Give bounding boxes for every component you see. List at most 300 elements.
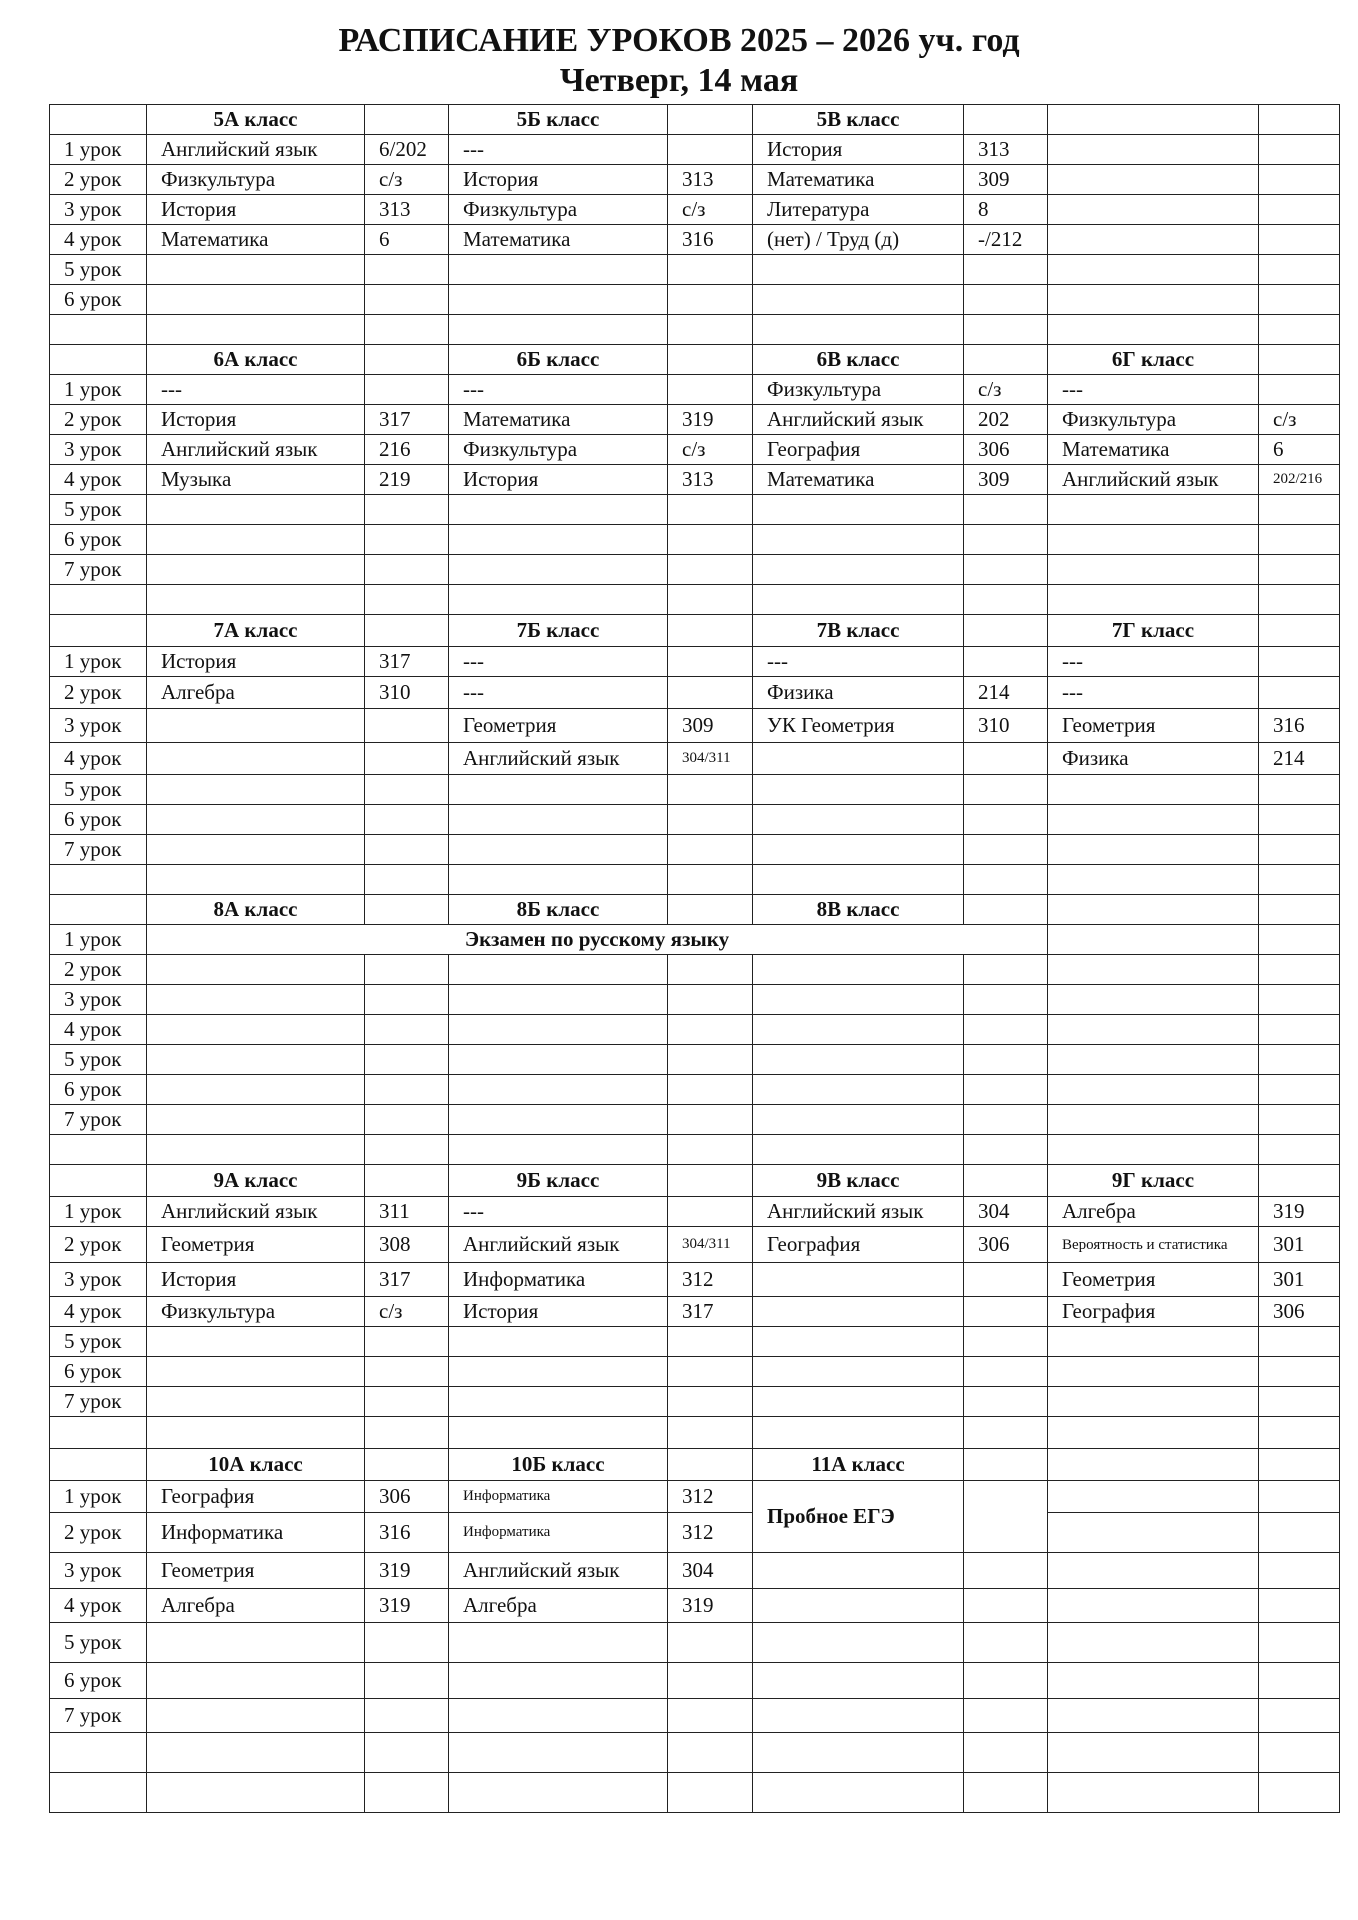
subject-cell: Английский язык: [449, 743, 668, 775]
subject-cell: [1048, 955, 1259, 985]
lesson-number: 2 урок: [50, 677, 147, 709]
room-cell: [964, 743, 1048, 775]
subject-cell: [753, 1589, 964, 1623]
room-cell: 310: [365, 677, 449, 709]
empty-cell: [1048, 1417, 1259, 1449]
room-cell: 312: [668, 1263, 753, 1297]
lesson-row: [50, 1045, 1340, 1075]
empty-cell: [964, 1773, 1048, 1813]
room-cell: [1259, 1699, 1340, 1733]
page-title: РАСПИСАНИЕ УРОКОВ 2025 – 2026 уч. год: [338, 22, 1020, 59]
spacer-row: [50, 315, 1340, 345]
room-cell: [365, 1105, 449, 1135]
room-cell: [1259, 195, 1340, 225]
room-cell: [365, 1663, 449, 1699]
empty-cell: [668, 1773, 753, 1813]
subject-cell: [753, 285, 964, 315]
room-cell: с/з: [365, 165, 449, 195]
room-cell: [668, 985, 753, 1015]
spacer-row: [50, 1773, 1340, 1813]
class-name: 11А класс: [753, 1449, 964, 1481]
subject-cell: ---: [449, 647, 668, 677]
subject-cell: [1048, 805, 1259, 835]
room-cell: [668, 647, 753, 677]
subject-cell: [147, 955, 365, 985]
page-subtitle: Четверг, 14 мая: [559, 62, 799, 99]
room-cell: [1259, 1513, 1340, 1553]
room-cell: [964, 1075, 1048, 1105]
header-room-cell: [365, 345, 449, 375]
lesson-row: [50, 435, 1340, 465]
room-cell: [1259, 495, 1340, 525]
class-name: 7Г класс: [1048, 615, 1259, 647]
room-cell: -/212: [964, 225, 1048, 255]
room-cell: [964, 1623, 1048, 1663]
room-cell: [668, 1387, 753, 1417]
lesson-number: 5 урок: [50, 1623, 147, 1663]
empty-cell: [1048, 1773, 1259, 1813]
room-cell: [365, 835, 449, 865]
room-cell: 214: [1259, 743, 1340, 775]
room-cell: 317: [668, 1297, 753, 1327]
subject-cell: Алгебра: [147, 1589, 365, 1623]
room-cell: 319: [668, 405, 753, 435]
empty-cell: [753, 1733, 964, 1773]
subject-cell: История: [753, 135, 964, 165]
header-empty-cell: [50, 105, 147, 135]
room-cell: [1259, 955, 1340, 985]
empty-cell: [365, 1773, 449, 1813]
subject-cell: Математика: [753, 465, 964, 495]
room-cell: [964, 1387, 1048, 1417]
empty-cell: [668, 865, 753, 895]
subject-cell: Математика: [147, 225, 365, 255]
subject-cell: Английский язык: [449, 1553, 668, 1589]
room-cell: с/з: [365, 1297, 449, 1327]
class-name: 6Г класс: [1048, 345, 1259, 375]
room-cell: 214: [964, 677, 1048, 709]
room-cell: 317: [365, 647, 449, 677]
room-cell: [1259, 135, 1340, 165]
room-cell: [964, 1553, 1048, 1589]
subject-cell: Информатика: [449, 1513, 668, 1553]
room-cell: 312: [668, 1481, 753, 1513]
class-name: 7В класс: [753, 615, 964, 647]
subject-cell: История: [449, 1297, 668, 1327]
room-cell: с/з: [668, 195, 753, 225]
subject-cell: Геометрия: [449, 709, 668, 743]
header-empty-cell: [50, 345, 147, 375]
room-cell: [1259, 677, 1340, 709]
lesson-row: [50, 1015, 1340, 1045]
room-cell: 311: [365, 1197, 449, 1227]
room-cell: [668, 1357, 753, 1387]
lesson-row: [50, 1553, 1340, 1589]
class-header-row: [50, 1449, 1340, 1481]
empty-cell: [147, 1135, 365, 1165]
empty-cell: [964, 1135, 1048, 1165]
lesson-number: 3 урок: [50, 1553, 147, 1589]
class-header-row: [50, 345, 1340, 375]
subject-cell: [1048, 1357, 1259, 1387]
subject-cell: География: [1048, 1297, 1259, 1327]
subject-cell: [147, 525, 365, 555]
subject-cell: [147, 495, 365, 525]
room-cell: [1259, 925, 1340, 955]
subject-cell: История: [449, 165, 668, 195]
empty-cell: [964, 1733, 1048, 1773]
room-cell: [365, 1387, 449, 1417]
subject-cell: Физкультура: [449, 435, 668, 465]
empty-cell: [1048, 585, 1259, 615]
subject-cell: Физкультура: [753, 375, 964, 405]
room-cell: [1259, 835, 1340, 865]
lesson-number: 3 урок: [50, 985, 147, 1015]
subject-cell: [1048, 985, 1259, 1015]
subject-cell: Английский язык: [147, 1197, 365, 1227]
header-room-cell: [365, 1165, 449, 1197]
room-cell: [365, 525, 449, 555]
subject-cell: [753, 1699, 964, 1733]
lesson-number: 1 урок: [50, 925, 147, 955]
class-name: 6Б класс: [449, 345, 668, 375]
subject-cell: География: [147, 1481, 365, 1513]
subject-cell: [1048, 1045, 1259, 1075]
empty-cell: [1259, 1135, 1340, 1165]
subject-cell: [1048, 1105, 1259, 1135]
lesson-number: 1 урок: [50, 135, 147, 165]
room-cell: [668, 1663, 753, 1699]
room-cell: [365, 255, 449, 285]
class-name: [1048, 895, 1259, 925]
room-cell: [668, 555, 753, 585]
room-cell: 306: [1259, 1297, 1340, 1327]
lesson-number: 4 урок: [50, 743, 147, 775]
lesson-number: 7 урок: [50, 1699, 147, 1733]
room-cell: [365, 555, 449, 585]
subject-cell: ---: [1048, 647, 1259, 677]
room-cell: [365, 375, 449, 405]
subject-cell: [449, 555, 668, 585]
room-cell: 304/311: [668, 1227, 753, 1263]
empty-cell: [668, 1135, 753, 1165]
room-cell: 317: [365, 405, 449, 435]
room-cell: [365, 985, 449, 1015]
subject-cell: Английский язык: [753, 405, 964, 435]
lesson-number: 3 урок: [50, 709, 147, 743]
room-cell: 202: [964, 405, 1048, 435]
subject-cell: Вероятность и статистика: [1048, 1227, 1259, 1263]
subject-cell: [147, 285, 365, 315]
subject-cell: [1048, 225, 1259, 255]
lesson-row: [50, 165, 1340, 195]
room-cell: 313: [964, 135, 1048, 165]
lesson-row: [50, 1513, 1340, 1553]
subject-cell: [147, 1327, 365, 1357]
lesson-row: [50, 1227, 1340, 1263]
header-room-cell: [1259, 895, 1340, 925]
room-cell: [668, 835, 753, 865]
subject-cell: [1048, 835, 1259, 865]
subject-cell: [753, 1045, 964, 1075]
lesson-row: [50, 647, 1340, 677]
room-cell: 306: [964, 435, 1048, 465]
lesson-row: [50, 195, 1340, 225]
lesson-row: [50, 555, 1340, 585]
lesson-row: [50, 1263, 1340, 1297]
subject-cell: [147, 1105, 365, 1135]
subject-cell: История: [449, 465, 668, 495]
room-cell: 317: [365, 1263, 449, 1297]
schedule-table: [49, 104, 1340, 1813]
room-cell: [1259, 775, 1340, 805]
subject-cell: Английский язык: [753, 1197, 964, 1227]
lesson-row: [50, 1589, 1340, 1623]
subject-cell: [1048, 495, 1259, 525]
subject-cell: [147, 775, 365, 805]
lesson-number: 5 урок: [50, 775, 147, 805]
room-cell: 316: [668, 225, 753, 255]
subject-cell: ---: [1048, 375, 1259, 405]
subject-cell: [753, 955, 964, 985]
room-cell: [1259, 1481, 1340, 1513]
subject-cell: [753, 743, 964, 775]
room-cell: [365, 1623, 449, 1663]
subject-cell: [753, 775, 964, 805]
spacer-row: [50, 585, 1340, 615]
empty-cell: [1048, 1135, 1259, 1165]
lesson-number: 6 урок: [50, 285, 147, 315]
room-cell: [1259, 1075, 1340, 1105]
subject-cell: [449, 285, 668, 315]
subject-cell: Английский язык: [449, 1227, 668, 1263]
subject-cell: Алгебра: [1048, 1197, 1259, 1227]
lesson-number: 6 урок: [50, 525, 147, 555]
room-cell: [964, 1015, 1048, 1045]
empty-cell: [449, 865, 668, 895]
room-cell: 313: [668, 165, 753, 195]
class-header-row: [50, 105, 1340, 135]
empty-cell: [147, 1733, 365, 1773]
room-cell: [1259, 525, 1340, 555]
empty-cell: [753, 585, 964, 615]
class-name: 9В класс: [753, 1165, 964, 1197]
header-room-cell: [365, 1449, 449, 1481]
subject-cell: [1048, 1623, 1259, 1663]
empty-cell: [365, 1135, 449, 1165]
subject-cell: Алгебра: [147, 677, 365, 709]
room-cell: [668, 1045, 753, 1075]
empty-cell: [753, 865, 964, 895]
room-cell: 6/202: [365, 135, 449, 165]
room-cell: [1259, 1357, 1340, 1387]
lesson-number: 3 урок: [50, 1263, 147, 1297]
subject-cell: География: [753, 435, 964, 465]
subject-cell: Физкультура: [147, 165, 365, 195]
empty-cell: [365, 1733, 449, 1773]
subject-cell: [449, 805, 668, 835]
lesson-number: 7 урок: [50, 1105, 147, 1135]
room-cell: [964, 1481, 1048, 1553]
lesson-number: 2 урок: [50, 165, 147, 195]
room-cell: [1259, 1623, 1340, 1663]
lesson-number: 2 урок: [50, 405, 147, 435]
lesson-row: [50, 985, 1340, 1015]
room-cell: [964, 1357, 1048, 1387]
room-cell: 319: [1259, 1197, 1340, 1227]
spacer-row: [50, 1135, 1340, 1165]
lesson-row: [50, 495, 1340, 525]
lesson-row: [50, 1663, 1340, 1699]
empty-cell: [449, 315, 668, 345]
room-cell: [964, 1105, 1048, 1135]
room-cell: [1259, 225, 1340, 255]
subject-cell: Алгебра: [449, 1589, 668, 1623]
lesson-row: [50, 1699, 1340, 1733]
empty-cell: [668, 585, 753, 615]
room-cell: [964, 805, 1048, 835]
lesson-row: [50, 255, 1340, 285]
room-cell: 319: [365, 1589, 449, 1623]
header-empty-cell: [50, 615, 147, 647]
subject-cell: [753, 1327, 964, 1357]
subject-cell: [753, 255, 964, 285]
subject-cell: [147, 743, 365, 775]
room-cell: [365, 1357, 449, 1387]
room-cell: [668, 525, 753, 555]
lesson-row: [50, 1297, 1340, 1327]
room-cell: с/з: [964, 375, 1048, 405]
subject-cell: [753, 1075, 964, 1105]
room-cell: [1259, 647, 1340, 677]
room-cell: [964, 255, 1048, 285]
lesson-row: [50, 285, 1340, 315]
subject-cell: [753, 805, 964, 835]
empty-cell: [1048, 865, 1259, 895]
subject-cell: История: [147, 405, 365, 435]
room-cell: 6: [1259, 435, 1340, 465]
lesson-number: 3 урок: [50, 195, 147, 225]
room-cell: [1259, 285, 1340, 315]
class-name: 10А класс: [147, 1449, 365, 1481]
subject-cell: [1048, 195, 1259, 225]
empty-cell: [1259, 1773, 1340, 1813]
empty-cell: [1048, 315, 1259, 345]
subject-cell: [1048, 1699, 1259, 1733]
header-room-cell: [1259, 1449, 1340, 1481]
room-cell: [365, 1075, 449, 1105]
header-room-cell: [668, 615, 753, 647]
spacer-row: [50, 1417, 1340, 1449]
room-cell: [365, 285, 449, 315]
room-cell: [964, 1327, 1048, 1357]
room-cell: [964, 647, 1048, 677]
subject-cell: [753, 1387, 964, 1417]
subject-cell: ---: [449, 375, 668, 405]
subject-cell: [1048, 1663, 1259, 1699]
subject-cell: [147, 1045, 365, 1075]
subject-cell: [753, 1297, 964, 1327]
subject-cell: [449, 255, 668, 285]
subject-cell: Физкультура: [449, 195, 668, 225]
subject-cell: Математика: [753, 165, 964, 195]
room-cell: 301: [1259, 1263, 1340, 1297]
subject-cell: [753, 495, 964, 525]
lesson-number: 1 урок: [50, 647, 147, 677]
room-cell: [964, 495, 1048, 525]
lesson-row: [50, 1075, 1340, 1105]
room-cell: с/з: [1259, 405, 1340, 435]
empty-cell: [964, 865, 1048, 895]
empty-cell: [147, 1417, 365, 1449]
lesson-row: [50, 835, 1340, 865]
class-name: 8Б класс: [449, 895, 668, 925]
empty-cell: [147, 315, 365, 345]
class-name: 7А класс: [147, 615, 365, 647]
room-cell: [1259, 165, 1340, 195]
subject-cell: Информатика: [147, 1513, 365, 1553]
empty-cell: [365, 865, 449, 895]
room-cell: 301: [1259, 1227, 1340, 1263]
subject-cell: Математика: [1048, 435, 1259, 465]
room-cell: 306: [964, 1227, 1048, 1263]
subject-cell: Математика: [449, 225, 668, 255]
header-empty-cell: [50, 1449, 147, 1481]
subject-cell: [449, 1105, 668, 1135]
subject-cell: Геометрия: [1048, 709, 1259, 743]
lesson-number: 5 урок: [50, 1327, 147, 1357]
subject-cell: [147, 1699, 365, 1733]
room-cell: [1259, 375, 1340, 405]
subject-cell: [753, 835, 964, 865]
lesson-row: [50, 1387, 1340, 1417]
lesson-number: 1 урок: [50, 375, 147, 405]
subject-cell: История: [147, 647, 365, 677]
subject-cell: Геометрия: [147, 1553, 365, 1589]
lesson-number: 1 урок: [50, 1481, 147, 1513]
subject-cell: [147, 1387, 365, 1417]
class-name: 9Б класс: [449, 1165, 668, 1197]
subject-cell: [753, 1553, 964, 1589]
room-cell: 319: [668, 1589, 753, 1623]
lesson-number: 5 урок: [50, 1045, 147, 1075]
room-cell: 308: [365, 1227, 449, 1263]
subject-cell: Физика: [1048, 743, 1259, 775]
room-cell: [1259, 805, 1340, 835]
lesson-row: [50, 1197, 1340, 1227]
header-room-cell: [668, 345, 753, 375]
subject-cell: ---: [147, 375, 365, 405]
room-cell: 216: [365, 435, 449, 465]
header-room-cell: [964, 895, 1048, 925]
room-cell: [668, 495, 753, 525]
header-room-cell: [365, 615, 449, 647]
empty-cell: [753, 315, 964, 345]
header-room-cell: [1259, 615, 1340, 647]
header-room-cell: [1259, 105, 1340, 135]
subject-cell: [1048, 1075, 1259, 1105]
subject-cell: ---: [449, 1197, 668, 1227]
empty-cell: [50, 585, 147, 615]
subject-cell: [147, 1357, 365, 1387]
subject-cell: [449, 1327, 668, 1357]
subject-cell: Литература: [753, 195, 964, 225]
room-cell: 316: [365, 1513, 449, 1553]
empty-cell: [50, 1417, 147, 1449]
empty-cell: [50, 1773, 147, 1813]
lesson-row: [50, 955, 1340, 985]
room-cell: [964, 1663, 1048, 1699]
